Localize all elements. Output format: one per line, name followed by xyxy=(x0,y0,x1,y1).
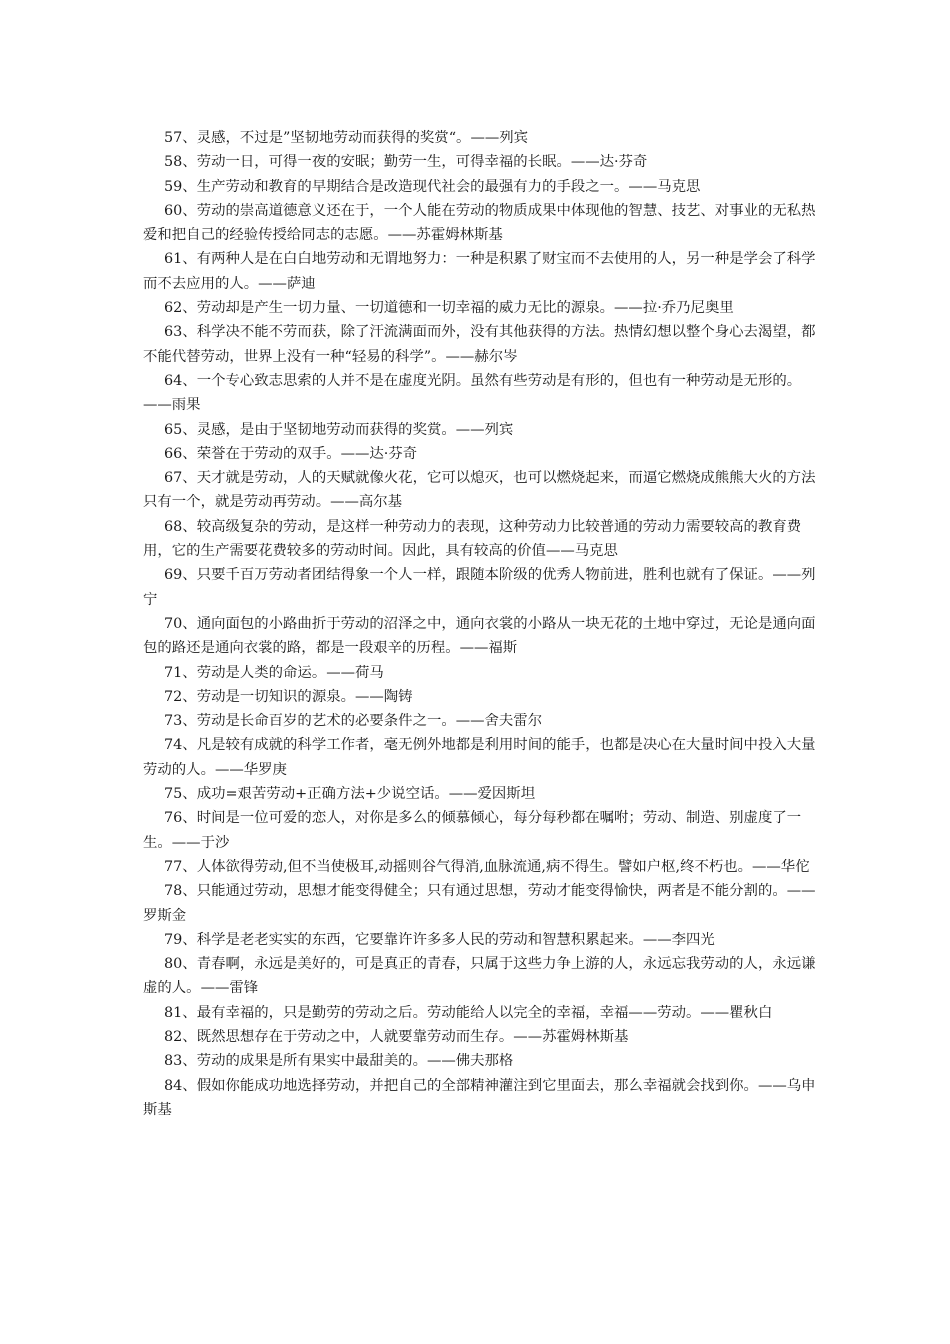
quote-68: 68、较高级复杂的劳动，是这样一种劳动力的表现，这种劳动力比较普通的劳动力需要较高的教育费用，它的生产需要花费较多的劳动时间。因此，具有较高的价值——马克思 xyxy=(143,518,802,560)
quote-73: 73、劳动是长命百岁的艺术的必要条件之一。——舍夫雷尔 xyxy=(164,713,543,730)
quote-58: 58、劳动一日，可得一夜的安眠；勤劳一生，可得幸福的长眠。——达·芬奇 xyxy=(164,154,648,171)
quote-80: 80、青春啊，永远是美好的，可是真正的青春，只属于这些力争上游的人，永远忘我劳动的人，永远谦虚的人。——雷锋 xyxy=(143,956,816,997)
quote-79: 79、科学是老老实实的东西，它要靠许许多多人民的劳动和智慧积累起来。——李四光 xyxy=(164,931,715,948)
quote-72: 72、劳动是一切知识的源泉。——陶铸 xyxy=(164,688,413,705)
quote-67: 67、天才就是劳动，人的天赋就像火花，它可以熄灭，也可以燃烧起来，而逼它燃烧成熊熊大火的方法只有一个，就是劳动再劳动。——高尔基 xyxy=(143,470,816,511)
quote-83: 83、劳动的成果是所有果实中最甜美的。——佛夫那格 xyxy=(164,1053,514,1070)
quote-78: 78、只能通过劳动，思想才能变得健全；只有通过思想，劳动才能变得愉快，两者是不能分割的。——罗斯金 xyxy=(143,883,816,924)
quote-71: 71、劳动是人类的命运。——荷马 xyxy=(164,664,384,681)
quote-65: 65、灵感，是由于坚韧地劳动而获得的奖赏。——列宾 xyxy=(164,421,514,438)
quote-74: 74、凡是较有成就的科学工作者，毫无例外地都是利用时间的能手，也都是决心在大量时间中投入大量劳动的人。——华罗庚 xyxy=(143,737,816,778)
quote-list xyxy=(143,126,818,1122)
quote-70: 70、通向面包的小路曲折于劳动的沼泽之中，通向衣裳的小路从一块无花的土地中穿过，无论是通向面包的路还是通向衣裳的路，都是一段艰辛的历程。——福斯 xyxy=(143,615,816,657)
quote-64: 64、一个专心致志思索的人并不是在虚度光阴。虽然有些劳动是有形的，但也有一种劳动是无形的。——雨果 xyxy=(143,372,802,414)
quote-81: 81、最有幸福的，只是勤劳的劳动之后。劳动能给人以完全的幸福，幸福——劳动。——瞿秋白 xyxy=(164,1004,773,1021)
quote-57: 57、灵感，不过是”坚韧地劳动而获得的奖赏“。——列宾 xyxy=(164,130,529,146)
quote-84: 84、假如你能成功地选择劳动，并把自己的全部精神灌注到它里面去，那么幸福就会找到你。——乌申斯基 xyxy=(143,1077,816,1118)
quote-63: 63、科学决不能不劳而获，除了汗流满面而外，没有其他获得的方法。热情幻想以整个身心去渴望，都不能代替劳动，世界上没有一种“轻易的科学”。——赫尔岑 xyxy=(143,324,816,365)
quote-75: 75、成功=艰苦劳动+正确方法+少说空话。——爱因斯坦 xyxy=(164,786,536,803)
quote-82: 82、既然思想存在于劳动之中，人就要靠劳动而生存。——苏霍姆林斯基 xyxy=(164,1028,629,1045)
quote-77: 77、人体欲得劳动,但不当使极耳,动摇则谷气得消,血脉流通,病不得生。譬如户枢,终不朽也。——华佗 xyxy=(164,858,810,875)
quote-59: 59、生产劳动和教育的早期结合是改造现代社会的最强有力的手段之一。——马克思 xyxy=(164,178,701,195)
quote-66: 66、荣誉在于劳动的双手。——达·芬奇 xyxy=(164,445,418,462)
quote-62: 62、劳动却是产生一切力量、一切道德和一切幸福的威力无比的源泉。——拉·乔乃尼奥里 xyxy=(164,300,734,317)
quote-60: 60、劳动的崇高道德意义还在于，一个人能在劳动的物质成果中体现他的智慧、技艺、对事业的无私热爱和把自己的经验传授给同志的志愿。——苏霍姆林斯基 xyxy=(143,202,816,244)
quote-76: 76、时间是一位可爱的恋人，对你是多么的倾慕倾心，每分每秒都在嘱咐；劳动、制造、别虚度了一生。——于沙 xyxy=(143,810,802,851)
quote-69: 69、只要千百万劳动者团结得象一个人一样，跟随本阶级的优秀人物前进，胜利也就有了保证。——列宁 xyxy=(143,567,816,608)
quote-61: 61、有两种人是在白白地劳动和无谓地努力：一种是积累了财宝而不去使用的人，另一种是学会了科学而不去应用的人。——萨迪 xyxy=(143,251,816,292)
